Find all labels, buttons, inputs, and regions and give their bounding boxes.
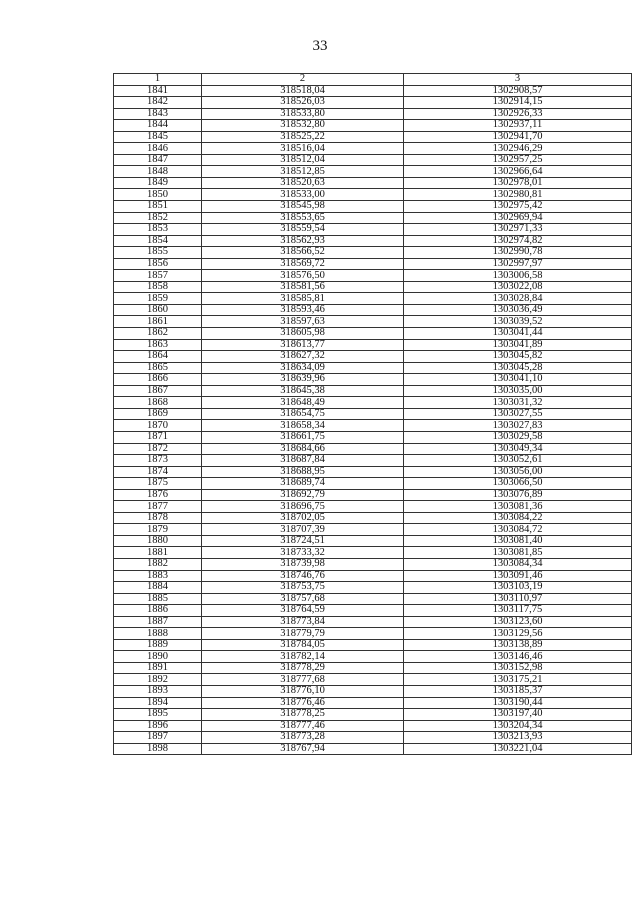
point-number-cell: 1891 <box>114 662 202 674</box>
y-coordinate-cell: 1303084,34 <box>404 558 632 570</box>
y-coordinate-cell: 1303175,21 <box>404 674 632 686</box>
y-coordinate-cell: 1303052,61 <box>404 455 632 467</box>
point-number-cell: 1878 <box>114 512 202 524</box>
point-number-cell: 1875 <box>114 478 202 490</box>
point-number-cell: 1879 <box>114 524 202 536</box>
y-coordinate-cell: 1303213,93 <box>404 732 632 744</box>
table-row <box>114 270 632 282</box>
point-number-cell: 1842 <box>114 97 202 109</box>
y-coordinate-cell: 1302974,82 <box>404 235 632 247</box>
y-coordinate-cell: 1303081,36 <box>404 501 632 513</box>
point-number-cell: 1882 <box>114 558 202 570</box>
x-coordinate-cell: 318689,74 <box>202 478 404 490</box>
table-row <box>114 524 632 536</box>
x-coordinate-cell: 318627,32 <box>202 351 404 363</box>
table-row <box>114 351 632 363</box>
table-row <box>114 732 632 744</box>
point-number-cell: 1869 <box>114 408 202 420</box>
x-coordinate-cell: 318696,75 <box>202 501 404 513</box>
table-row <box>114 97 632 109</box>
point-number-cell: 1864 <box>114 351 202 363</box>
y-coordinate-cell: 1303036,49 <box>404 304 632 316</box>
x-coordinate-cell: 318692,79 <box>202 489 404 501</box>
x-coordinate-cell: 318777,68 <box>202 674 404 686</box>
point-number-cell: 1870 <box>114 420 202 432</box>
y-coordinate-cell: 1302980,81 <box>404 189 632 201</box>
point-number-cell: 1857 <box>114 270 202 282</box>
table-row <box>114 512 632 524</box>
x-coordinate-cell: 318645,38 <box>202 385 404 397</box>
x-coordinate-cell: 318597,63 <box>202 316 404 328</box>
x-coordinate-cell: 318518,04 <box>202 85 404 97</box>
table-row <box>114 697 632 709</box>
table-row <box>114 120 632 132</box>
point-number-cell: 1863 <box>114 339 202 351</box>
x-coordinate-cell: 318782,14 <box>202 651 404 663</box>
x-coordinate-cell: 318773,28 <box>202 732 404 744</box>
x-coordinate-cell: 318767,94 <box>202 743 404 755</box>
table-row <box>114 662 632 674</box>
x-coordinate-cell: 318773,84 <box>202 616 404 628</box>
coordinates-table <box>113 73 632 755</box>
point-number-cell: 1874 <box>114 466 202 478</box>
table-row <box>114 570 632 582</box>
point-number-cell: 1850 <box>114 189 202 201</box>
y-coordinate-cell: 1302966,64 <box>404 166 632 178</box>
point-number-cell: 1897 <box>114 732 202 744</box>
table-row <box>114 651 632 663</box>
point-number-cell: 1848 <box>114 166 202 178</box>
point-number-cell: 1873 <box>114 455 202 467</box>
y-coordinate-cell: 1303041,10 <box>404 374 632 386</box>
point-number-cell: 1861 <box>114 316 202 328</box>
y-coordinate-cell: 1302969,94 <box>404 212 632 224</box>
x-coordinate-cell: 318593,46 <box>202 304 404 316</box>
y-coordinate-cell: 1303027,55 <box>404 408 632 420</box>
y-coordinate-cell: 1303022,08 <box>404 281 632 293</box>
point-number-cell: 1841 <box>114 85 202 97</box>
y-coordinate-cell: 1302946,29 <box>404 143 632 155</box>
y-coordinate-cell: 1303081,85 <box>404 547 632 559</box>
x-coordinate-cell: 318512,85 <box>202 166 404 178</box>
point-number-cell: 1853 <box>114 224 202 236</box>
table-row <box>114 397 632 409</box>
table-row <box>114 362 632 374</box>
table-row <box>114 201 632 213</box>
table-row <box>114 316 632 328</box>
point-number-cell: 1892 <box>114 674 202 686</box>
table-row <box>114 385 632 397</box>
point-number-cell: 1849 <box>114 177 202 189</box>
point-number-cell: 1888 <box>114 628 202 640</box>
x-coordinate-cell: 318569,72 <box>202 258 404 270</box>
table-row <box>114 547 632 559</box>
x-coordinate-cell: 318512,04 <box>202 154 404 166</box>
table-row <box>114 593 632 605</box>
x-coordinate-cell: 318533,80 <box>202 108 404 120</box>
x-coordinate-cell: 318520,63 <box>202 177 404 189</box>
point-number-cell: 1887 <box>114 616 202 628</box>
x-coordinate-cell: 318576,50 <box>202 270 404 282</box>
point-number-cell: 1865 <box>114 362 202 374</box>
table-body <box>114 85 632 755</box>
point-number-cell: 1877 <box>114 501 202 513</box>
y-coordinate-cell: 1303027,83 <box>404 420 632 432</box>
point-number-cell: 1880 <box>114 535 202 547</box>
x-coordinate-cell: 318585,81 <box>202 293 404 305</box>
table-row <box>114 281 632 293</box>
point-number-cell: 1890 <box>114 651 202 663</box>
point-number-cell: 1867 <box>114 385 202 397</box>
y-coordinate-cell: 1303081,40 <box>404 535 632 547</box>
table-row <box>114 628 632 640</box>
point-number-cell: 1851 <box>114 201 202 213</box>
y-coordinate-cell: 1303123,60 <box>404 616 632 628</box>
y-coordinate-cell: 1303138,89 <box>404 639 632 651</box>
table-row <box>114 466 632 478</box>
y-coordinate-cell: 1303152,98 <box>404 662 632 674</box>
x-coordinate-cell: 318559,54 <box>202 224 404 236</box>
y-coordinate-cell: 1303039,52 <box>404 316 632 328</box>
table-row <box>114 455 632 467</box>
y-coordinate-cell: 1303041,44 <box>404 328 632 340</box>
x-coordinate-cell: 318516,04 <box>202 143 404 155</box>
point-number-cell: 1868 <box>114 397 202 409</box>
y-coordinate-cell: 1303066,50 <box>404 478 632 490</box>
table-row <box>114 408 632 420</box>
x-coordinate-cell: 318784,05 <box>202 639 404 651</box>
y-coordinate-cell: 1303045,82 <box>404 351 632 363</box>
x-coordinate-cell: 318566,52 <box>202 247 404 259</box>
y-coordinate-cell: 1303006,58 <box>404 270 632 282</box>
x-coordinate-cell: 318702,05 <box>202 512 404 524</box>
y-coordinate-cell: 1303091,46 <box>404 570 632 582</box>
y-coordinate-cell: 1303221,04 <box>404 743 632 755</box>
table-row <box>114 85 632 97</box>
point-number-cell: 1871 <box>114 431 202 443</box>
table-row <box>114 328 632 340</box>
table-row <box>114 720 632 732</box>
point-number-cell: 1859 <box>114 293 202 305</box>
table-row <box>114 558 632 570</box>
table-row <box>114 674 632 686</box>
point-number-cell: 1893 <box>114 685 202 697</box>
table-row <box>114 304 632 316</box>
x-coordinate-cell: 318724,51 <box>202 535 404 547</box>
point-number-cell: 1872 <box>114 443 202 455</box>
table-row <box>114 478 632 490</box>
table-row <box>114 639 632 651</box>
x-coordinate-cell: 318658,34 <box>202 420 404 432</box>
point-number-cell: 1854 <box>114 235 202 247</box>
y-coordinate-cell: 1303185,37 <box>404 685 632 697</box>
table-row <box>114 339 632 351</box>
point-number-cell: 1896 <box>114 720 202 732</box>
y-coordinate-cell: 1303204,34 <box>404 720 632 732</box>
table-row <box>114 247 632 259</box>
point-number-cell: 1855 <box>114 247 202 259</box>
table-row <box>114 489 632 501</box>
point-number-cell: 1866 <box>114 374 202 386</box>
y-coordinate-cell: 1302971,33 <box>404 224 632 236</box>
x-coordinate-cell: 318776,46 <box>202 697 404 709</box>
x-coordinate-cell: 318634,09 <box>202 362 404 374</box>
x-coordinate-cell: 318525,22 <box>202 131 404 143</box>
x-coordinate-cell: 318545,98 <box>202 201 404 213</box>
table-row <box>114 131 632 143</box>
y-coordinate-cell: 1303084,22 <box>404 512 632 524</box>
y-coordinate-cell: 1302957,25 <box>404 154 632 166</box>
y-coordinate-cell: 1303028,84 <box>404 293 632 305</box>
y-coordinate-cell: 1303117,75 <box>404 605 632 617</box>
y-coordinate-cell: 1303103,19 <box>404 582 632 594</box>
table-row <box>114 443 632 455</box>
point-number-cell: 1846 <box>114 143 202 155</box>
x-coordinate-cell: 318688,95 <box>202 466 404 478</box>
x-coordinate-cell: 318753,75 <box>202 582 404 594</box>
x-coordinate-cell: 318778,25 <box>202 709 404 721</box>
y-coordinate-cell: 1303197,40 <box>404 709 632 721</box>
y-coordinate-cell: 1302941,70 <box>404 131 632 143</box>
table-row <box>114 258 632 270</box>
x-coordinate-cell: 318553,65 <box>202 212 404 224</box>
x-coordinate-cell: 318581,56 <box>202 281 404 293</box>
x-coordinate-cell: 318777,46 <box>202 720 404 732</box>
table-row <box>114 501 632 513</box>
y-coordinate-cell: 1303076,89 <box>404 489 632 501</box>
y-coordinate-cell: 1302990,78 <box>404 247 632 259</box>
y-coordinate-cell: 1302975,42 <box>404 201 632 213</box>
table-row <box>114 224 632 236</box>
table-row <box>114 743 632 755</box>
point-number-cell: 1883 <box>114 570 202 582</box>
y-coordinate-cell: 1302997,97 <box>404 258 632 270</box>
point-number-cell: 1894 <box>114 697 202 709</box>
point-number-cell: 1862 <box>114 328 202 340</box>
y-coordinate-cell: 1302908,57 <box>404 85 632 97</box>
table-row <box>114 143 632 155</box>
x-coordinate-cell: 318739,98 <box>202 558 404 570</box>
table-header-row <box>114 74 632 86</box>
x-coordinate-cell: 318779,79 <box>202 628 404 640</box>
point-number-cell: 1885 <box>114 593 202 605</box>
x-coordinate-cell: 318639,96 <box>202 374 404 386</box>
y-coordinate-cell: 1303029,58 <box>404 431 632 443</box>
y-coordinate-cell: 1303146,46 <box>404 651 632 663</box>
point-number-cell: 1844 <box>114 120 202 132</box>
point-number-cell: 1895 <box>114 709 202 721</box>
point-number-cell: 1847 <box>114 154 202 166</box>
table-row <box>114 605 632 617</box>
x-coordinate-cell: 318654,75 <box>202 408 404 420</box>
table-row <box>114 709 632 721</box>
table-row <box>114 293 632 305</box>
table-row <box>114 685 632 697</box>
point-number-cell: 1843 <box>114 108 202 120</box>
y-coordinate-cell: 1302937,11 <box>404 120 632 132</box>
x-coordinate-cell: 318733,32 <box>202 547 404 559</box>
point-number-cell: 1898 <box>114 743 202 755</box>
point-number-cell: 1886 <box>114 605 202 617</box>
y-coordinate-cell: 1302926,33 <box>404 108 632 120</box>
column-header-3: 3 <box>404 74 632 86</box>
y-coordinate-cell: 1303084,72 <box>404 524 632 536</box>
x-coordinate-cell: 318562,93 <box>202 235 404 247</box>
table-row <box>114 177 632 189</box>
table-row <box>114 582 632 594</box>
table-row <box>114 535 632 547</box>
x-coordinate-cell: 318526,03 <box>202 97 404 109</box>
point-number-cell: 1876 <box>114 489 202 501</box>
x-coordinate-cell: 318778,29 <box>202 662 404 674</box>
table-row <box>114 154 632 166</box>
y-coordinate-cell: 1302914,15 <box>404 97 632 109</box>
x-coordinate-cell: 318648,49 <box>202 397 404 409</box>
x-coordinate-cell: 318605,98 <box>202 328 404 340</box>
point-number-cell: 1881 <box>114 547 202 559</box>
table-row <box>114 420 632 432</box>
y-coordinate-cell: 1303035,00 <box>404 385 632 397</box>
point-number-cell: 1845 <box>114 131 202 143</box>
point-number-cell: 1889 <box>114 639 202 651</box>
point-number-cell: 1852 <box>114 212 202 224</box>
x-coordinate-cell: 318746,76 <box>202 570 404 582</box>
x-coordinate-cell: 318533,00 <box>202 189 404 201</box>
table-row <box>114 235 632 247</box>
table-row <box>114 616 632 628</box>
y-coordinate-cell: 1303031,32 <box>404 397 632 409</box>
y-coordinate-cell: 1303110,97 <box>404 593 632 605</box>
table-row <box>114 212 632 224</box>
table-row <box>114 108 632 120</box>
point-number-cell: 1884 <box>114 582 202 594</box>
x-coordinate-cell: 318757,68 <box>202 593 404 605</box>
y-coordinate-cell: 1303129,56 <box>404 628 632 640</box>
table-row <box>114 166 632 178</box>
point-number-cell: 1860 <box>114 304 202 316</box>
x-coordinate-cell: 318532,80 <box>202 120 404 132</box>
x-coordinate-cell: 318661,75 <box>202 431 404 443</box>
y-coordinate-cell: 1303049,34 <box>404 443 632 455</box>
point-number-cell: 1858 <box>114 281 202 293</box>
point-number-cell: 1856 <box>114 258 202 270</box>
y-coordinate-cell: 1303041,89 <box>404 339 632 351</box>
x-coordinate-cell: 318684,66 <box>202 443 404 455</box>
table-row <box>114 374 632 386</box>
table-row <box>114 431 632 443</box>
y-coordinate-cell: 1303045,28 <box>404 362 632 374</box>
x-coordinate-cell: 318776,10 <box>202 685 404 697</box>
column-header-1: 1 <box>114 74 202 86</box>
x-coordinate-cell: 318613,77 <box>202 339 404 351</box>
y-coordinate-cell: 1303056,00 <box>404 466 632 478</box>
y-coordinate-cell: 1302978,01 <box>404 177 632 189</box>
x-coordinate-cell: 318764,59 <box>202 605 404 617</box>
page-number: 33 <box>312 38 328 54</box>
x-coordinate-cell: 318707,39 <box>202 524 404 536</box>
x-coordinate-cell: 318687,84 <box>202 455 404 467</box>
y-coordinate-cell: 1303190,44 <box>404 697 632 709</box>
table-row <box>114 189 632 201</box>
column-header-2: 2 <box>202 74 404 86</box>
